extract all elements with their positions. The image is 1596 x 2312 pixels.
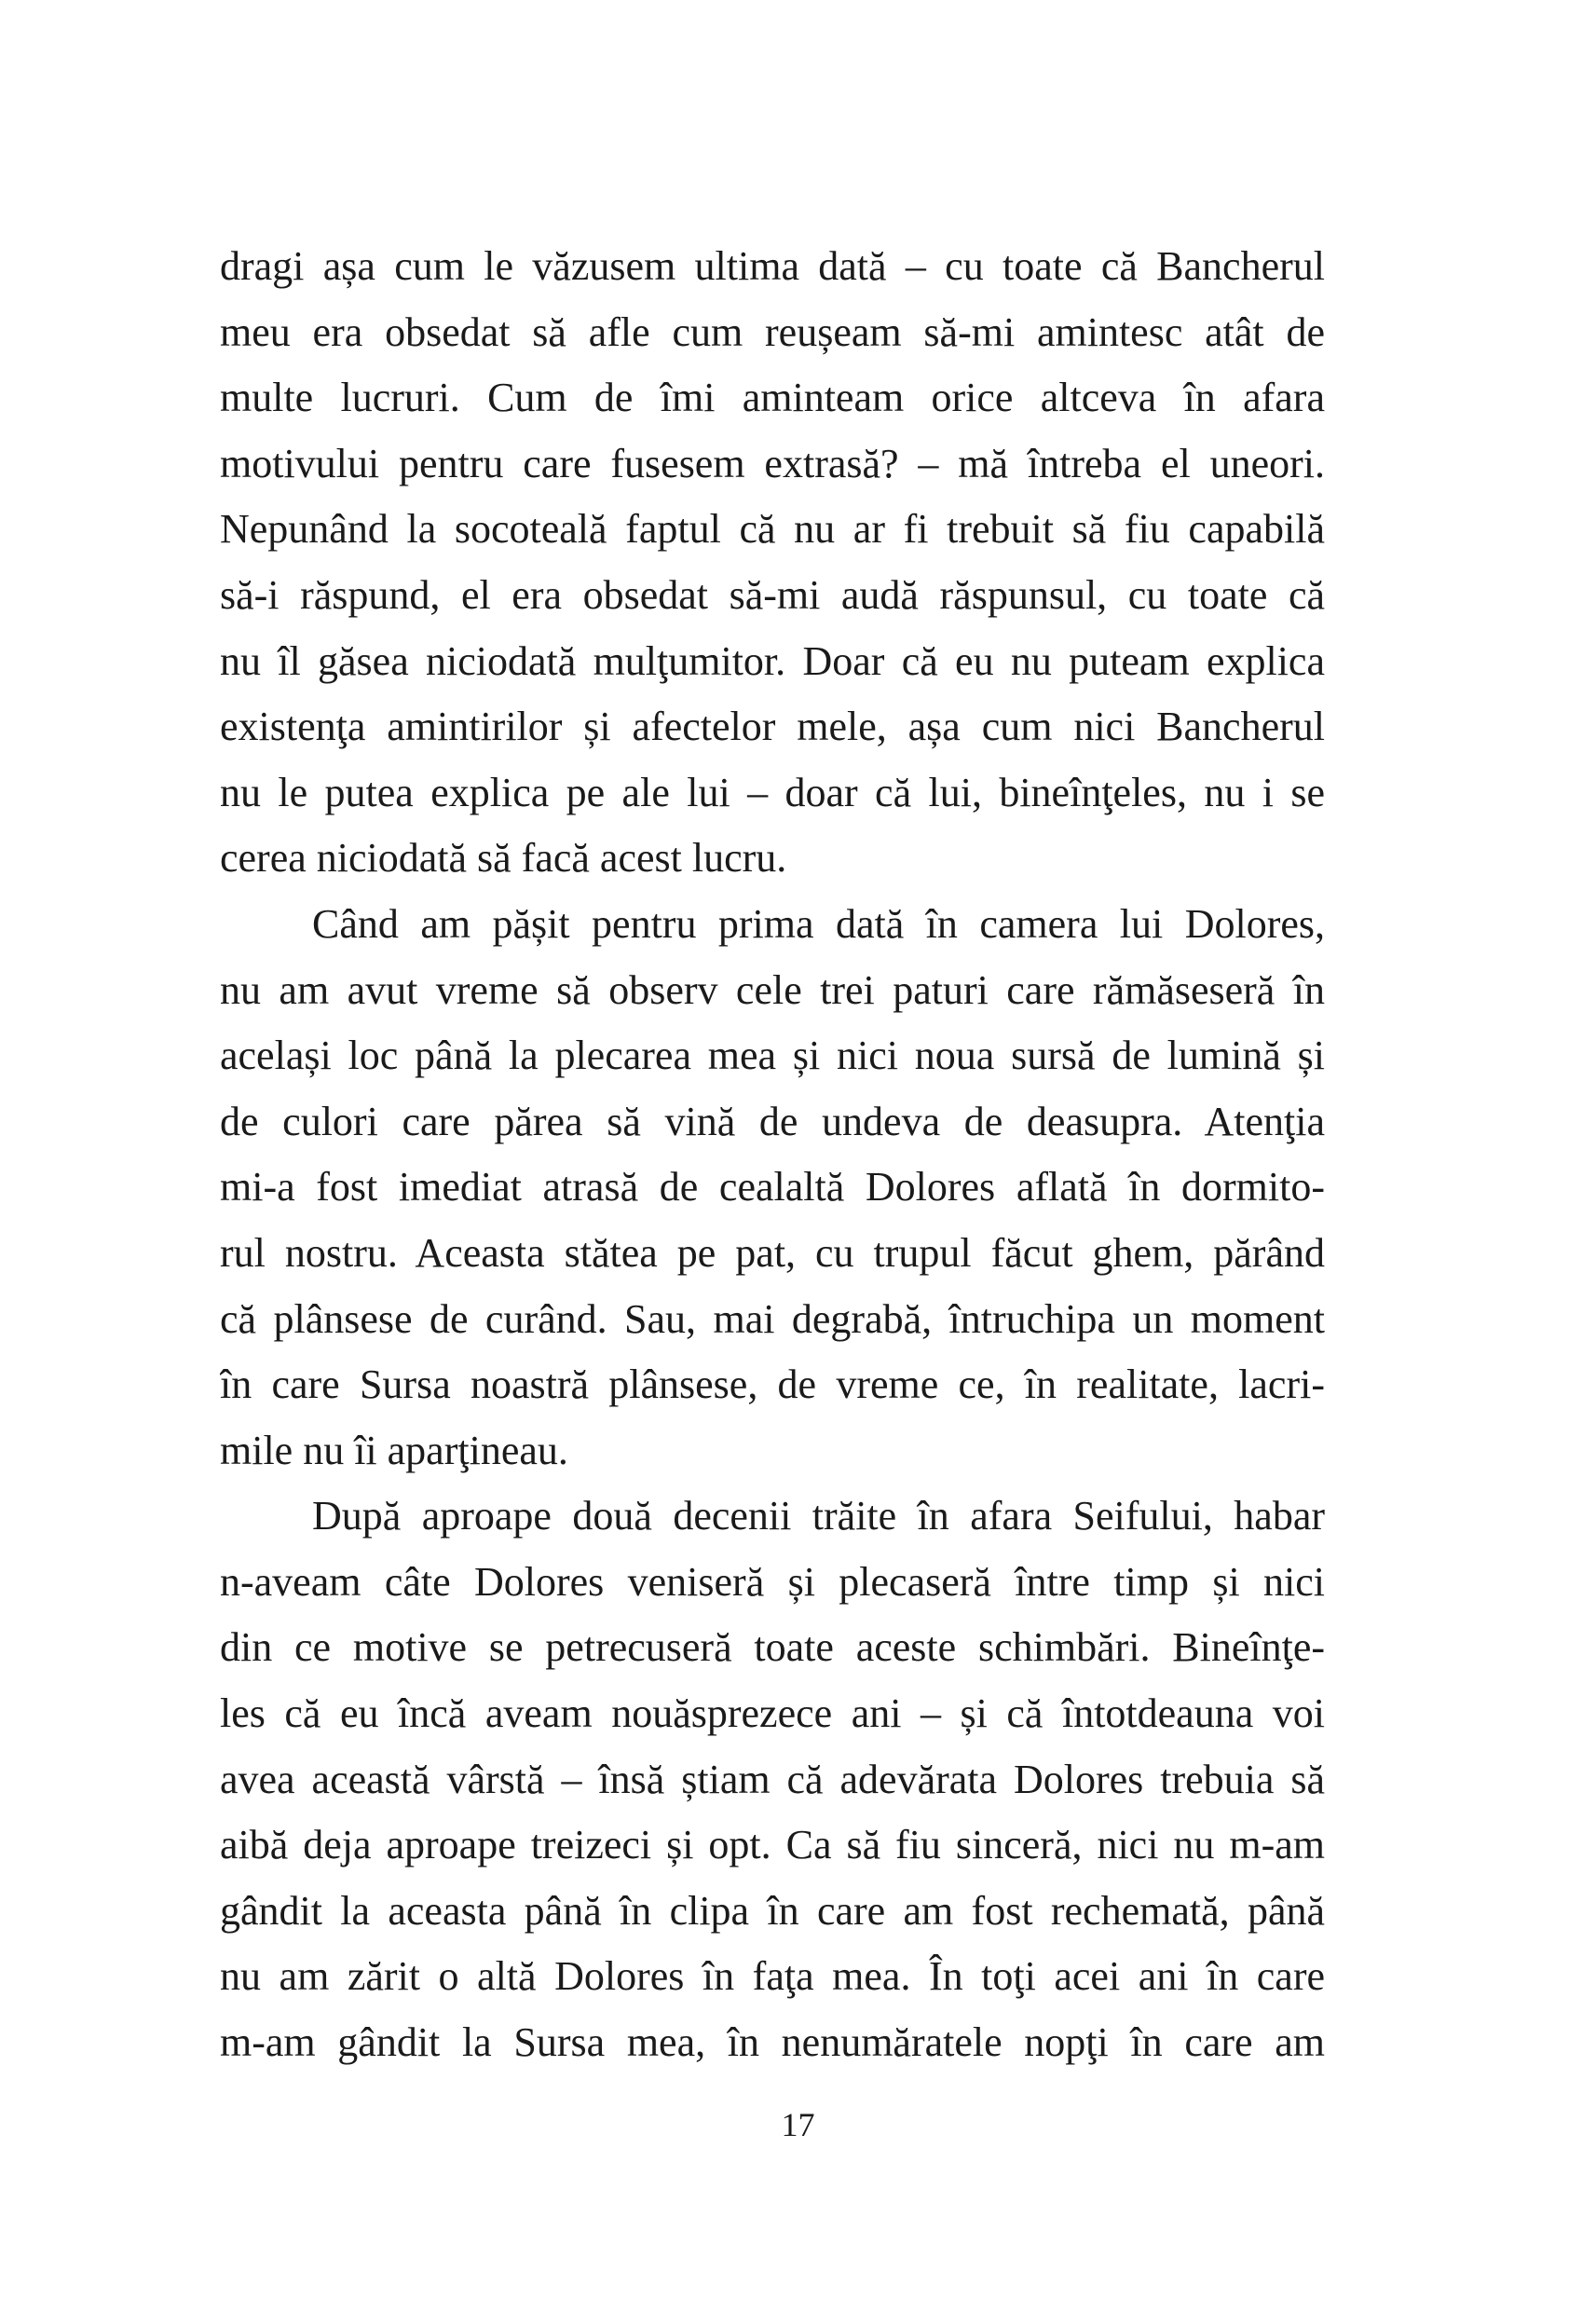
paragraph-end-line: mile nu îi aparţineau. <box>220 1427 568 1473</box>
text-line: Nepunând la socoteală faptul că nu ar fi trebuit să fiu capabilă <box>220 506 1325 553</box>
text-line: nu le putea explica pe ale lui – doar că lui, bineînţeles, nu i se <box>220 769 1325 815</box>
text-line: nu îl găsea niciodată mulţumitor. Doar că eu nu puteam explica <box>220 637 1325 684</box>
page-number: 17 <box>781 2106 815 2143</box>
text-line: aibă deja aproape treizeci și opt. Ca să fiu sinceră, nici nu m-am <box>220 1822 1325 1868</box>
paragraph-end-line: cerea niciodată să facă acest lucru. <box>220 835 787 882</box>
text-line: același loc până la plecarea mea și nici noua sursă de lumină și <box>220 1033 1325 1079</box>
text-line: meu era obsedat să afle cum reușeam să-mi amintesc atât de <box>220 308 1325 355</box>
text-line: dragi așa cum le văzusem ultima dată – cu toate că Bancherul <box>220 243 1325 289</box>
paragraph-start-line: Când am pășit pentru prima dată în camera lui Dolores, <box>312 900 1325 947</box>
text-line: multe lucruri. Cum de îmi aminteam orice altceva în afara <box>220 375 1325 421</box>
text-line: că plânsese de curând. Sau, mai degrabă, întruchipa un moment <box>220 1295 1325 1342</box>
text-line: n-aveam câte Dolores veniseră și plecaseră între timp și nici <box>220 1558 1325 1605</box>
text-line: de culori care părea să vină de undeva de deasupra. Atenţia <box>220 1098 1325 1144</box>
text-line: avea această vârstă – însă știam că adevărata Dolores trebuia să <box>220 1756 1325 1802</box>
text-line: nu am zărit o altă Dolores în faţa mea. În toţi acei ani în care <box>220 1953 1325 2000</box>
text-line: les că eu încă aveam nouăsprezece ani – și că întotdeauna voi <box>220 1690 1325 1737</box>
text-line: să-i răspund, el era obsedat să-mi audă răspunsul, cu toate că <box>220 571 1325 618</box>
text-line: gândit la aceasta până în clipa în care am fost rechemată, până <box>220 1887 1325 1934</box>
text-line: m-am gândit la Sursa mea, în nenumăratele nopţi în care am <box>220 2019 1325 2066</box>
text-line: motivului pentru care fusesem extrasă? – mă întreba el uneori. <box>220 440 1325 486</box>
text-line: mi-a fost imediat atrasă de cealaltă Dolores aflată în dormito- <box>220 1164 1325 1211</box>
body-text <box>220 234 1325 2076</box>
text-line: rul nostru. Aceasta stătea pe pat, cu trupul făcut ghem, părând <box>220 1229 1325 1276</box>
text-line: existenţa amintirilor și afectelor mele, așa cum nici Bancherul <box>220 704 1325 750</box>
text-line: nu am avut vreme să observ cele trei paturi care rămăseseră în <box>220 966 1325 1013</box>
paragraph-start-line: După aproape două decenii trăite în afara Seifului, habar <box>312 1493 1325 1539</box>
text-line: din ce motive se petrecuseră toate aceste schimbări. Bineînţe- <box>220 1624 1325 1671</box>
text-line: în care Sursa noastră plânsese, de vreme ce, în realitate, lacri- <box>220 1361 1325 1408</box>
